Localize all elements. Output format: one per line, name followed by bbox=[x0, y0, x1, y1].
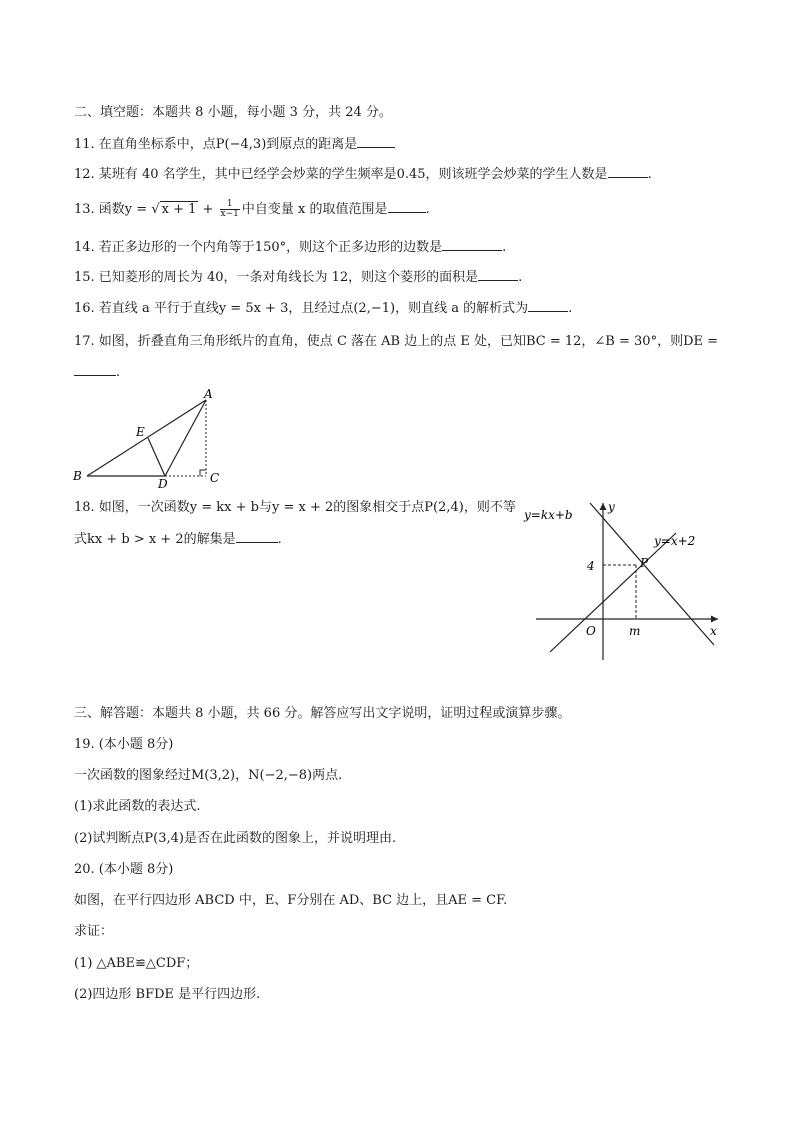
label-m: m bbox=[629, 624, 641, 638]
label-origin: O bbox=[586, 624, 596, 638]
question-16-text: 16. 若直线 a 平行于直线y = 5x + 3，且经过点(2,−1)，则直线 a 的解析式为 bbox=[74, 301, 529, 316]
label-C: C bbox=[210, 471, 220, 485]
question-11 bbox=[74, 135, 395, 154]
question-20-prove: 求证： bbox=[74, 924, 114, 939]
answer-blank bbox=[236, 530, 278, 543]
section3-header: 三、解答题：本题共 8 小题，共 66 分。解答应写出文字说明，证明过程或演算步骤。 bbox=[74, 706, 571, 721]
answer-blank bbox=[74, 363, 116, 376]
question-18-text-2: 式kx + b > x + 2的解集是 bbox=[74, 532, 236, 547]
segment-AB bbox=[87, 400, 206, 476]
question-13-plus: + bbox=[198, 202, 218, 217]
answer-blank bbox=[608, 165, 648, 178]
label-line1: y=kx+b bbox=[524, 508, 573, 522]
question-13-pre: 13. 函数y = bbox=[74, 202, 152, 217]
question-12: 12. 某班有 40 名学生，其中已经学会炒菜的学生频率是0.45，则该班学会炒菜的学生人数是 . bbox=[74, 167, 652, 182]
question-18-text-1: 18. 如图，一次函数y = kx + b与y = x + 2的图象相交于点P(2,4)，则不等 bbox=[74, 500, 516, 515]
label-A: A bbox=[204, 388, 213, 401]
question-13-sqrt: x + 1 bbox=[161, 202, 197, 217]
question-16: 16. 若直线 a 平行于直线y = 5x + 3，且经过点(2,−1)，则直线 a 的解析式为 . bbox=[74, 301, 573, 316]
question-14: 14. 若正多边形的一个内角等于150°，则这个正多边形的边数是 . bbox=[74, 240, 507, 255]
figure-17-triangle bbox=[70, 388, 230, 488]
label-x-axis: x bbox=[710, 624, 717, 638]
question-14-text: 14. 若正多边形的一个内角等于150°，则这个正多边形的边数是 bbox=[74, 240, 443, 255]
label-y-axis: y bbox=[608, 500, 615, 514]
label-B: B bbox=[73, 469, 82, 483]
figure-18-graph bbox=[518, 495, 728, 660]
question-17-blank-line: . bbox=[74, 363, 120, 382]
fraction-numerator: 1 bbox=[220, 200, 240, 210]
question-13: 13. 函数y = √ x + 1 + $\frac{1}{x-1}$ 中自变量 x 的取值范围是 . bbox=[74, 199, 430, 219]
label-D: D bbox=[158, 477, 168, 488]
line-x-plus-2 bbox=[550, 533, 676, 652]
question-19-part1: (1)求此函数的表达式. bbox=[74, 799, 201, 814]
question-20-title: 20. (本小题 8分) bbox=[74, 862, 174, 877]
question-18-line1 bbox=[74, 499, 516, 517]
segment-AD bbox=[165, 400, 206, 476]
question-20-part2: (2)四边形 BFDE 是平行四边形. bbox=[74, 987, 261, 1002]
question-18-line2: 式kx + b > x + 2的解集是 . bbox=[74, 532, 282, 547]
segment-ED bbox=[148, 438, 165, 476]
fraction bbox=[220, 200, 240, 219]
label-line2: y=x+2 bbox=[654, 534, 696, 548]
answer-blank bbox=[528, 299, 568, 312]
fraction-denominator: x−1 bbox=[220, 209, 239, 219]
question-13-post: 中自变量 x 的取值范围是 bbox=[241, 202, 388, 217]
question-19-title: 19. (本小题 8分) bbox=[74, 737, 174, 752]
question-19-stem: 一次函数的图象经过M(3,2)，N(−2,−8)两点. bbox=[74, 768, 343, 783]
answer-blank bbox=[478, 268, 518, 281]
question-15-text: 15. 已知菱形的周长为 40，一条对角线长为 12，则这个菱形的面积是 bbox=[74, 270, 479, 285]
section2-header: 二、填空题：本题共 8 小题，每小题 3 分，共 24 分。 bbox=[74, 105, 392, 120]
answer-blank bbox=[442, 238, 502, 251]
answer-blank bbox=[388, 200, 426, 213]
question-20-part1: (1) △ABE≌△CDF； bbox=[74, 956, 199, 971]
label-4: 4 bbox=[587, 559, 595, 573]
question-17-text: 17. 如图，折叠直角三角形纸片的直角，使点 C 落在 AB 边上的点 E 处，已知BC = 12，∠B = 30°，则DE = bbox=[74, 334, 719, 349]
question-20-stem: 如图，在平行四边形 ABCD 中，E、F分别在 AD、BC 边上，且AE = CF. bbox=[74, 893, 508, 908]
question-12-text: 12. 某班有 40 名学生，其中已经学会炒菜的学生频率是0.45，则该班学会炒菜的学生人数是 bbox=[74, 167, 608, 182]
line-kx-plus-b bbox=[590, 503, 714, 645]
question-17 bbox=[74, 333, 718, 351]
question-11-text: 11. 在直角坐标系中，点P(−4,3)到原点的距离是 bbox=[74, 137, 358, 152]
label-P: P bbox=[640, 556, 649, 570]
question-15: 15. 已知菱形的周长为 40，一条对角线长为 12，则这个菱形的面积是 . bbox=[74, 270, 523, 285]
answer-blank bbox=[357, 135, 395, 148]
label-E: E bbox=[136, 425, 145, 439]
right-angle-mark bbox=[200, 470, 206, 476]
question-19-part2: (2)试判断点P(3,4)是否在此函数的图象上，并说明理由. bbox=[74, 831, 397, 846]
